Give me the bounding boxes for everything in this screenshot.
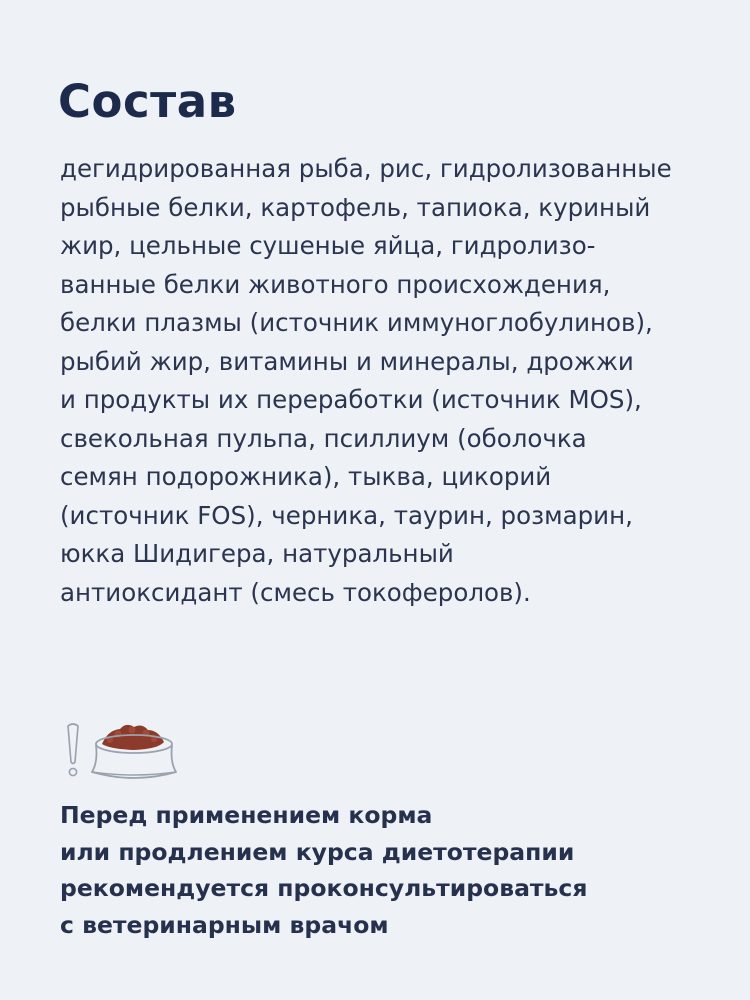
food-bowl-icon xyxy=(88,720,180,782)
notice-line: с ветеринарным врачом xyxy=(60,910,389,939)
page-title: Состав xyxy=(58,75,237,128)
composition-line: ванные белки животного происхождения, xyxy=(60,269,611,299)
notice-line: рекомендуется проконсультироваться xyxy=(60,874,588,902)
composition-line: антиоксидант (смесь токоферолов). xyxy=(60,577,531,607)
composition-line: (источник FOS), черника, таурин, розмарин, xyxy=(60,500,633,530)
composition-line: семян подорожника), тыква, цикорий xyxy=(60,462,552,491)
composition-line: дегидрированная рыба, рис, гидролизованные xyxy=(60,154,672,183)
composition-line: жир, цельные сушеные яйца, гидролизо- xyxy=(60,231,596,260)
composition-line: юкка Шидигера, натуральный xyxy=(60,539,454,568)
composition-line: свекольная пульпа, псиллиум (оболочка xyxy=(60,423,587,453)
composition-line: и продукты их переработки (источник MOS), xyxy=(60,385,642,414)
notice-line: Перед применением корма xyxy=(60,801,433,829)
vet-notice xyxy=(60,797,700,943)
composition-line: рыбий жир, витамины и минералы, дрожжи xyxy=(60,346,634,376)
exclamation-icon xyxy=(62,722,84,780)
notice-line: или продлением курса диетотерапии xyxy=(60,837,575,866)
composition-line: рыбные белки, картофель, тапиока, куриный xyxy=(60,192,651,222)
composition-line: белки плазмы (источник иммуноглобулинов), xyxy=(60,308,653,337)
composition-text xyxy=(60,150,720,612)
